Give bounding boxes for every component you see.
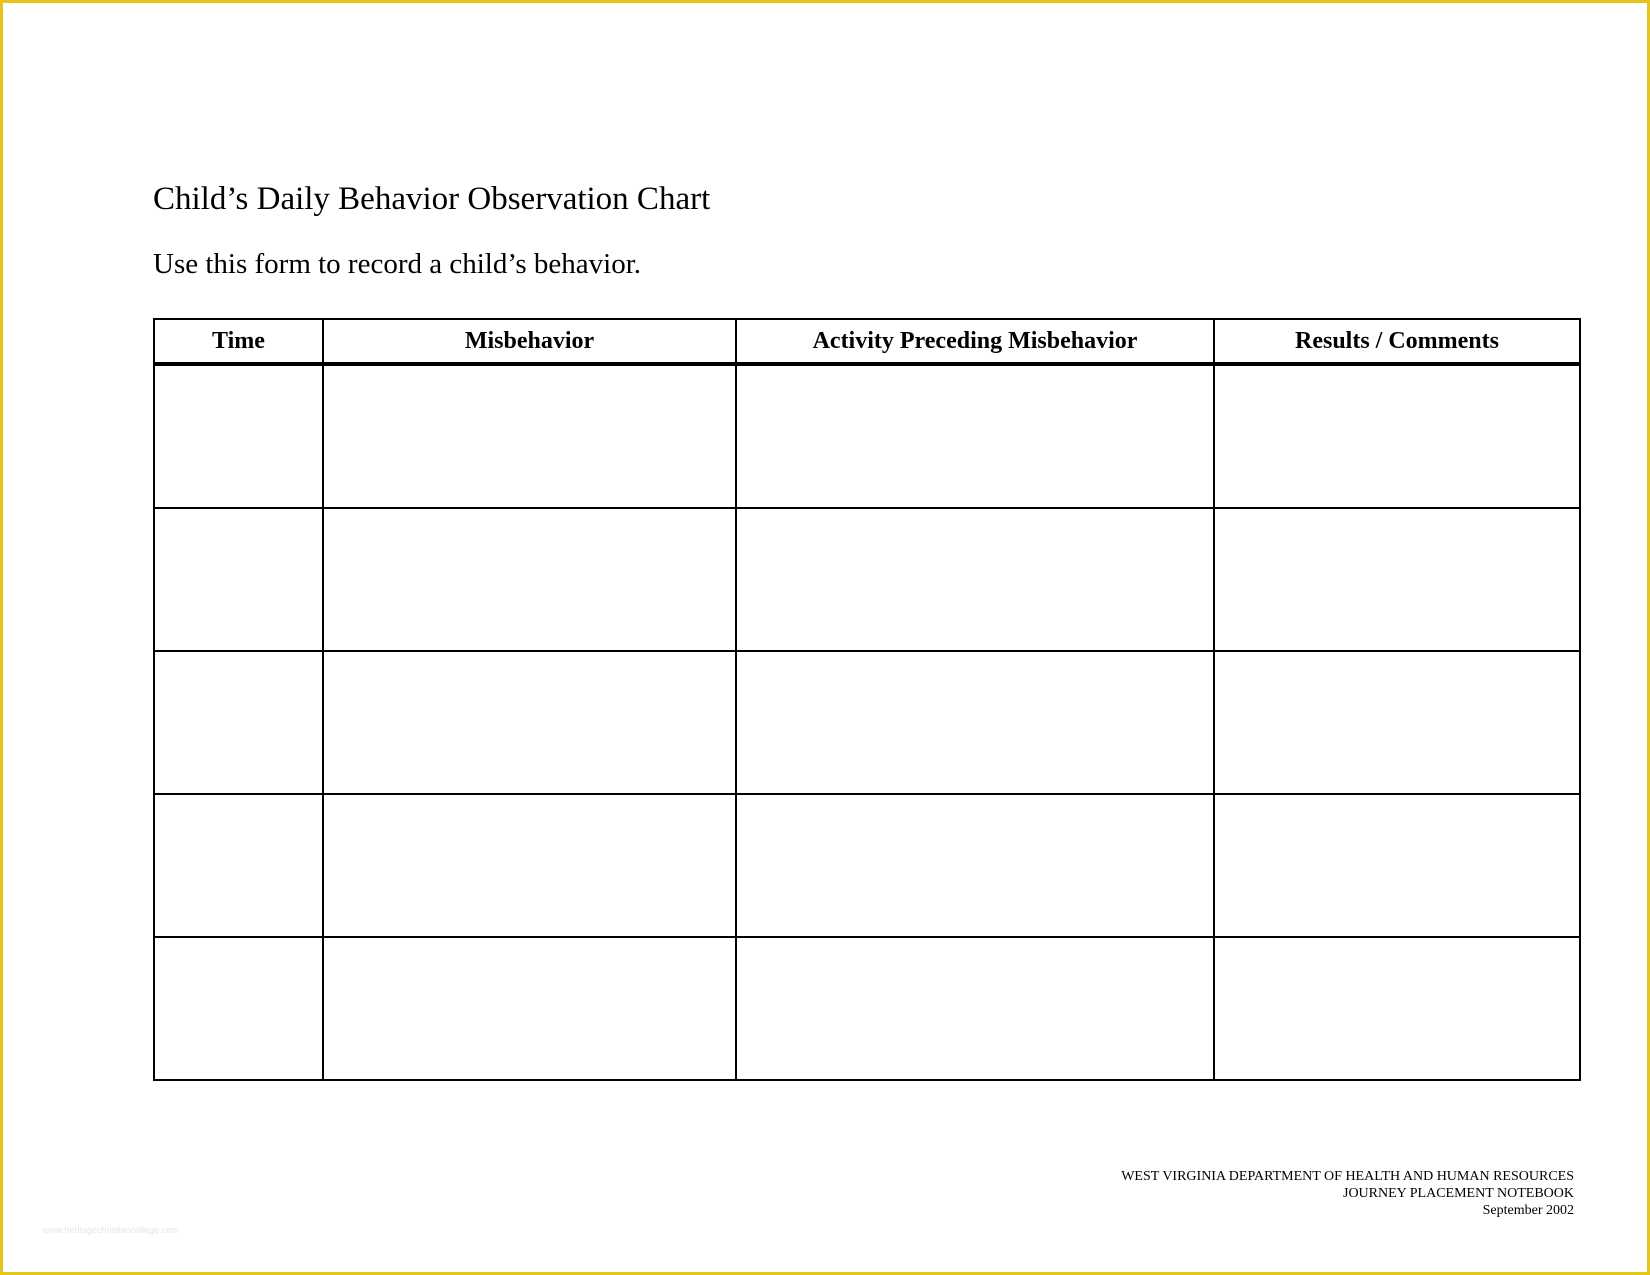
observation-table: [153, 318, 1581, 1081]
page-title: Child’s Daily Behavior Observation Chart: [153, 181, 711, 217]
table-header-row: [154, 319, 1580, 364]
misbehavior-cell[interactable]: [323, 651, 736, 794]
column-header-results-comments: Results / Comments: [1214, 319, 1580, 364]
time-cell[interactable]: [154, 937, 323, 1080]
time-cell[interactable]: [154, 364, 323, 508]
activity-cell[interactable]: [736, 651, 1214, 794]
results-cell[interactable]: [1214, 651, 1580, 794]
activity-cell[interactable]: [736, 937, 1214, 1080]
table-row: [154, 364, 1580, 508]
column-header-time: Time: [154, 319, 323, 364]
activity-cell[interactable]: [736, 508, 1214, 651]
column-header-activity-preceding: Activity Preceding Misbehavior: [736, 319, 1214, 364]
table-row: [154, 794, 1580, 937]
footer-department: WEST VIRGINIA DEPARTMENT OF HEALTH AND HUMAN RESOURCES: [1121, 1169, 1574, 1184]
column-header-misbehavior: Misbehavior: [323, 319, 736, 364]
table-row: [154, 937, 1580, 1080]
footer-notebook: JOURNEY PLACEMENT NOTEBOOK: [1343, 1186, 1574, 1201]
footer-date: September 2002: [1482, 1203, 1574, 1218]
activity-cell[interactable]: [736, 794, 1214, 937]
watermark-text: www.heritagechristiancollege.com: [43, 1225, 179, 1235]
misbehavior-cell[interactable]: [323, 794, 736, 937]
misbehavior-cell[interactable]: [323, 508, 736, 651]
time-cell[interactable]: [154, 508, 323, 651]
time-cell[interactable]: [154, 794, 323, 937]
results-cell[interactable]: [1214, 937, 1580, 1080]
publisher-footer: [1121, 1168, 1574, 1219]
misbehavior-cell[interactable]: [323, 364, 736, 508]
table-row: [154, 508, 1580, 651]
results-cell[interactable]: [1214, 508, 1580, 651]
table-row: [154, 651, 1580, 794]
results-cell[interactable]: [1214, 364, 1580, 508]
page-subtitle: Use this form to record a child’s behavior.: [153, 248, 642, 280]
misbehavior-cell[interactable]: [323, 937, 736, 1080]
results-cell[interactable]: [1214, 794, 1580, 937]
activity-cell[interactable]: [736, 364, 1214, 508]
time-cell[interactable]: [154, 651, 323, 794]
